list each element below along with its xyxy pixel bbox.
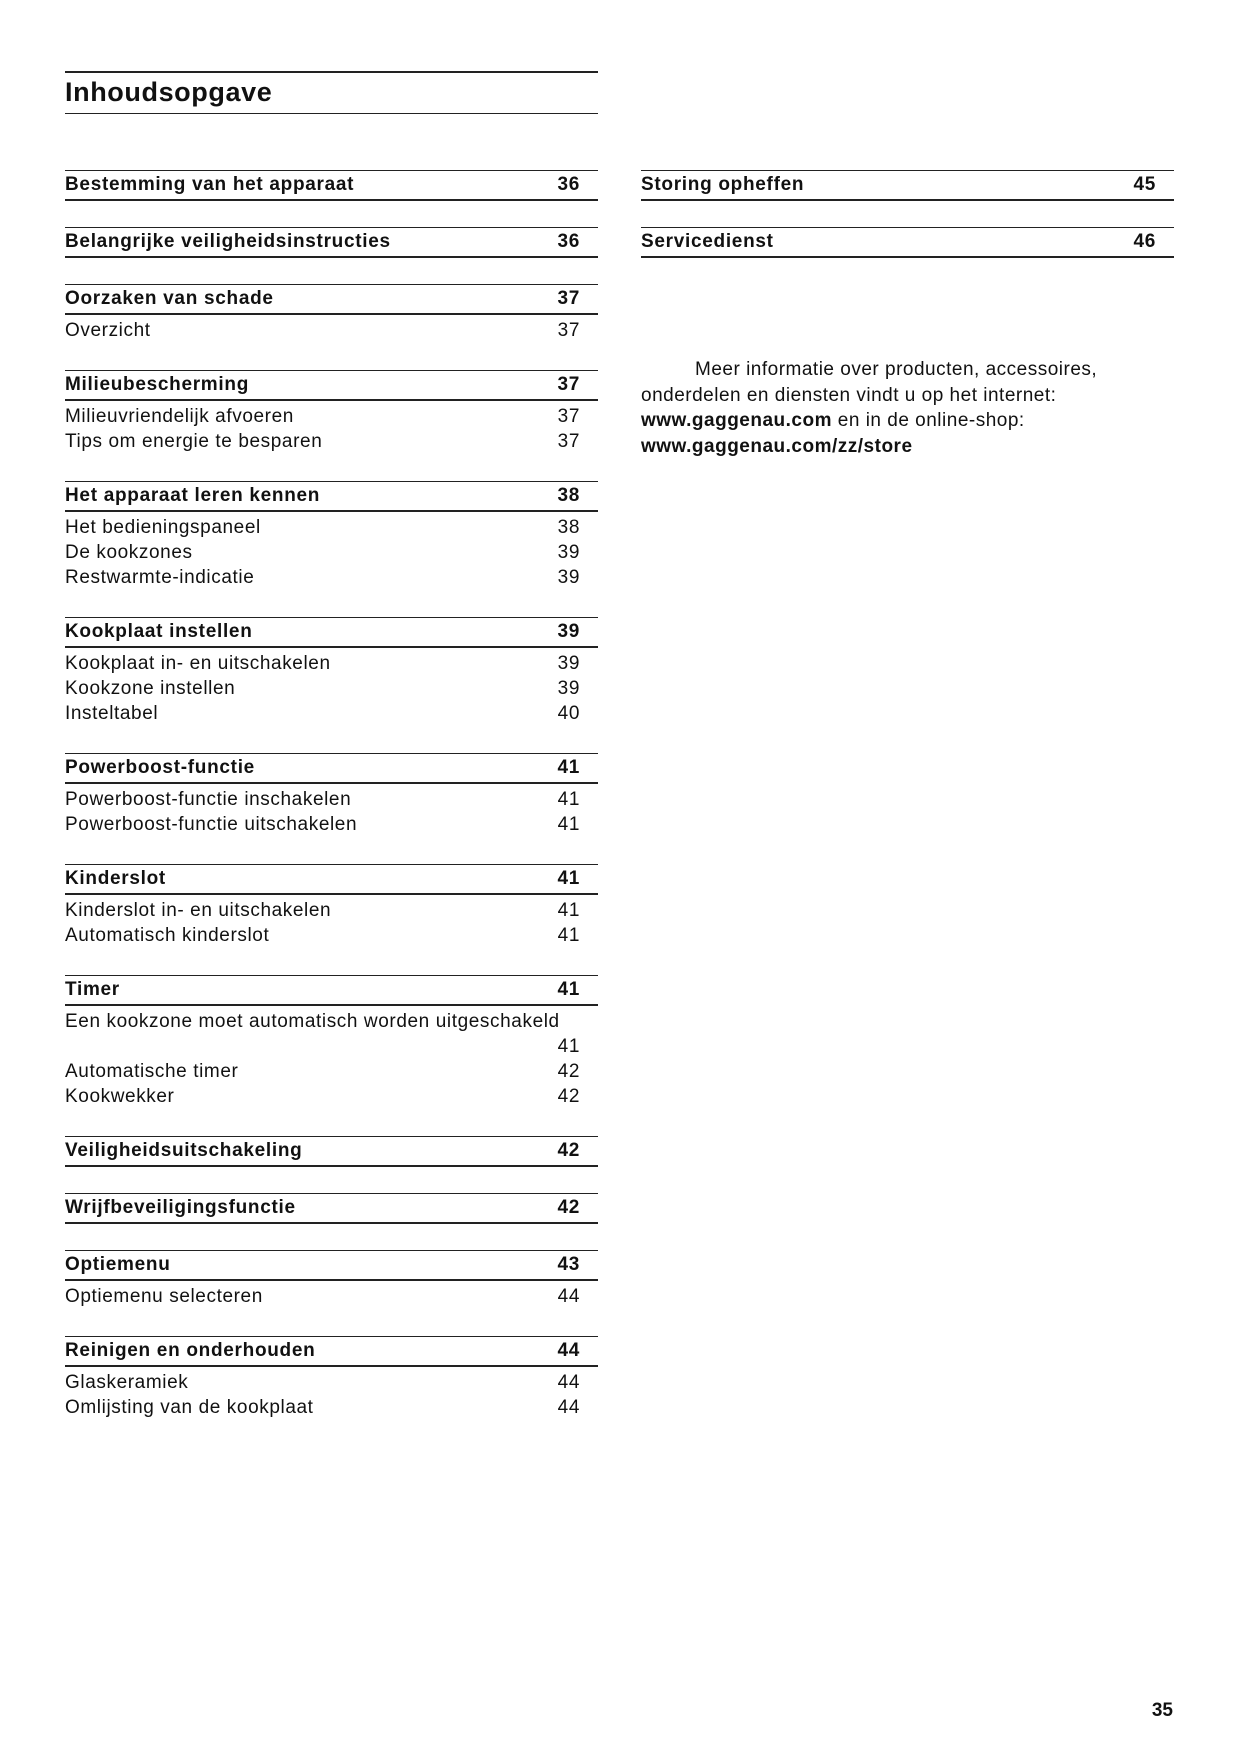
toc-entry-label: Overzicht [65, 320, 151, 341]
title-block [65, 71, 598, 114]
toc-entry[interactable] [65, 430, 598, 455]
toc-entry[interactable] [65, 652, 598, 677]
toc-section [65, 617, 598, 727]
toc-section [65, 975, 598, 1110]
toc-section-page: 46 [1133, 231, 1156, 252]
toc-section-heading[interactable] [65, 864, 598, 895]
info-line-3: en in de online-shop: [832, 410, 1025, 431]
toc-section-page: 42 [557, 1140, 580, 1161]
toc-section-heading[interactable] [65, 170, 598, 201]
toc-section [65, 1136, 598, 1167]
toc-section-heading[interactable] [65, 975, 598, 1006]
toc-entry-page: 37 [557, 431, 580, 452]
toc-entry-page: 39 [557, 678, 580, 699]
toc-entry-page: 42 [557, 1061, 580, 1082]
toc-section-title: Powerboost-functie [65, 757, 255, 778]
toc-entry-label: Insteltabel [65, 703, 159, 724]
toc-entry-page: 42 [557, 1086, 580, 1107]
toc-section-page: 37 [557, 288, 580, 309]
toc-section-page: 42 [557, 1197, 580, 1218]
toc-entry-page: 37 [557, 406, 580, 427]
toc-entry-label: Kinderslot in- en uitschakelen [65, 900, 332, 921]
toc-entry[interactable] [65, 788, 598, 813]
toc-section-heading[interactable] [65, 617, 598, 648]
toc-section-heading[interactable] [65, 1250, 598, 1281]
toc-section-title: Kinderslot [65, 868, 166, 889]
toc-section [65, 1336, 598, 1421]
toc-section [65, 864, 598, 949]
info-line-1: Meer informatie over producten, accessoires, [695, 359, 1098, 380]
toc-section-title: Kookplaat instellen [65, 621, 253, 642]
toc-section [65, 227, 598, 258]
toc-entry-label: Optiemenu selecteren [65, 1286, 263, 1307]
toc-entry-page: 39 [557, 542, 580, 563]
toc-section-page: 38 [557, 485, 580, 506]
toc-section-title: Het apparaat leren kennen [65, 485, 321, 506]
toc-section-page: 41 [557, 757, 580, 778]
toc-entry[interactable] [65, 319, 598, 344]
toc-section [641, 227, 1174, 258]
toc-section [65, 284, 598, 344]
toc-section-page: 45 [1133, 174, 1156, 195]
toc-entry-page: 39 [557, 653, 580, 674]
toc-entry-page: 44 [557, 1397, 580, 1418]
toc-entry[interactable] [65, 516, 598, 541]
toc-entry-label: Kookplaat in- en uitschakelen [65, 653, 331, 674]
toc-entry[interactable] [65, 1060, 598, 1085]
toc-entry-page: 41 [557, 814, 580, 835]
toc-section-page: 44 [557, 1340, 580, 1361]
toc-section-heading[interactable] [641, 170, 1174, 201]
toc-entry-page: 41 [557, 789, 580, 810]
toc-section [65, 1250, 598, 1310]
toc-entry-label: Milieuvriendelijk afvoeren [65, 406, 294, 427]
toc-section-title: Servicedienst [641, 231, 774, 252]
toc-section-heading[interactable] [65, 1336, 598, 1367]
toc-section-page: 41 [557, 868, 580, 889]
toc-section-title: Wrijfbeveiligingsfunctie [65, 1197, 296, 1218]
website-link[interactable]: www.gaggenau.com [641, 410, 832, 431]
toc-entry-label: Restwarmte-indicatie [65, 567, 255, 588]
store-link[interactable]: www.gaggenau.com/zz/store [641, 435, 913, 457]
toc-section [65, 481, 598, 591]
toc-section [65, 370, 598, 455]
toc-entry[interactable] [65, 677, 598, 702]
toc-section-heading[interactable] [65, 370, 598, 401]
toc-entry-label: De kookzones [65, 542, 193, 563]
toc-section [65, 1193, 598, 1224]
toc-entry-label: Glaskeramiek [65, 1372, 189, 1393]
toc-entry[interactable] [65, 702, 598, 727]
toc-section-heading[interactable] [65, 1136, 598, 1167]
toc-section-title: Milieubescherming [65, 374, 249, 395]
toc-entry-list [65, 895, 598, 949]
toc-entry[interactable] [65, 1085, 598, 1110]
toc-entry-page: 41 [557, 900, 580, 921]
toc-entry[interactable] [65, 924, 598, 949]
toc-entry[interactable] [65, 541, 598, 566]
info-line-2: onderdelen en diensten vindt u op het internet: [641, 384, 1057, 406]
toc-entry-label: Powerboost-functie inschakelen [65, 789, 352, 810]
page-title: Inhoudsopgave [65, 77, 273, 107]
toc-entry[interactable] [65, 813, 598, 838]
toc-section-heading[interactable] [65, 284, 598, 315]
toc-section-heading[interactable] [641, 227, 1174, 258]
toc-section-page: 39 [557, 621, 580, 642]
toc-right-column [641, 170, 1174, 284]
toc-entry-label: Automatische timer [65, 1061, 239, 1082]
toc-section [65, 170, 598, 201]
toc-entry-page: 37 [557, 320, 580, 341]
toc-section [65, 753, 598, 838]
page-number: 35 [1151, 1700, 1173, 1721]
toc-section-page: 37 [557, 374, 580, 395]
toc-entry-label: Een kookzone moet automatisch worden uitgeschakeld [65, 1011, 560, 1032]
toc-entry-page: 44 [557, 1372, 580, 1393]
toc-entry-label: Kookwekker [65, 1086, 175, 1107]
info-paragraph [641, 357, 1161, 459]
toc-entry-list [65, 401, 598, 455]
toc-entry-label: Powerboost-functie uitschakelen [65, 814, 358, 835]
toc-entry-list [65, 784, 598, 838]
toc-entry-label: Het bedieningspaneel [65, 517, 261, 538]
toc-section-heading[interactable] [65, 227, 598, 258]
toc-section-title: Reinigen en onderhouden [65, 1340, 316, 1361]
toc-section-title: Storing opheffen [641, 174, 805, 195]
toc-section-page: 43 [557, 1254, 580, 1275]
toc-entry[interactable] [65, 1396, 598, 1421]
toc-entry[interactable] [65, 899, 598, 924]
toc-section-title: Optiemenu [65, 1254, 171, 1275]
toc-section-page: 41 [557, 979, 580, 1000]
toc-entry-list [65, 648, 598, 727]
toc-entry[interactable] [65, 1371, 598, 1396]
toc-section-heading[interactable] [65, 753, 598, 784]
toc-entry[interactable] [65, 405, 598, 430]
toc-section-page: 36 [557, 231, 580, 252]
toc-entry-list [65, 315, 598, 344]
toc-section-title: Oorzaken van schade [65, 288, 274, 309]
toc-entry-page: 38 [557, 517, 580, 538]
toc-section-title: Belangrijke veiligheidsinstructies [65, 231, 391, 252]
toc-section-heading[interactable] [65, 1193, 598, 1224]
toc-entry-page: 41 [557, 1036, 580, 1057]
toc-entry-list [65, 512, 598, 591]
toc-entry-list [65, 1006, 598, 1110]
toc-section-title: Timer [65, 979, 120, 1000]
toc-entry-list [65, 1281, 598, 1310]
toc-entry-page: 40 [557, 703, 580, 724]
toc-section-page: 36 [557, 174, 580, 195]
toc-section-title: Veiligheidsuitschakeling [65, 1140, 303, 1161]
toc-section-heading[interactable] [65, 481, 598, 512]
toc-entry-label: Omlijsting van de kookplaat [65, 1397, 314, 1418]
toc-entry-page: 44 [557, 1286, 580, 1307]
toc-entry-page: 41 [557, 925, 580, 946]
toc-entry-label: Kookzone instellen [65, 678, 236, 699]
toc-entry-label: Automatisch kinderslot [65, 925, 270, 946]
toc-entry-list [65, 1367, 598, 1421]
toc-section [641, 170, 1174, 201]
toc-section-title: Bestemming van het apparaat [65, 174, 355, 195]
toc-entry-label: Tips om energie te besparen [65, 431, 323, 452]
toc-entry-page: 39 [557, 567, 580, 588]
toc-entry[interactable] [65, 1010, 598, 1060]
toc-left-column [65, 170, 598, 1447]
toc-entry[interactable] [65, 1285, 598, 1310]
toc-entry[interactable] [65, 566, 598, 591]
